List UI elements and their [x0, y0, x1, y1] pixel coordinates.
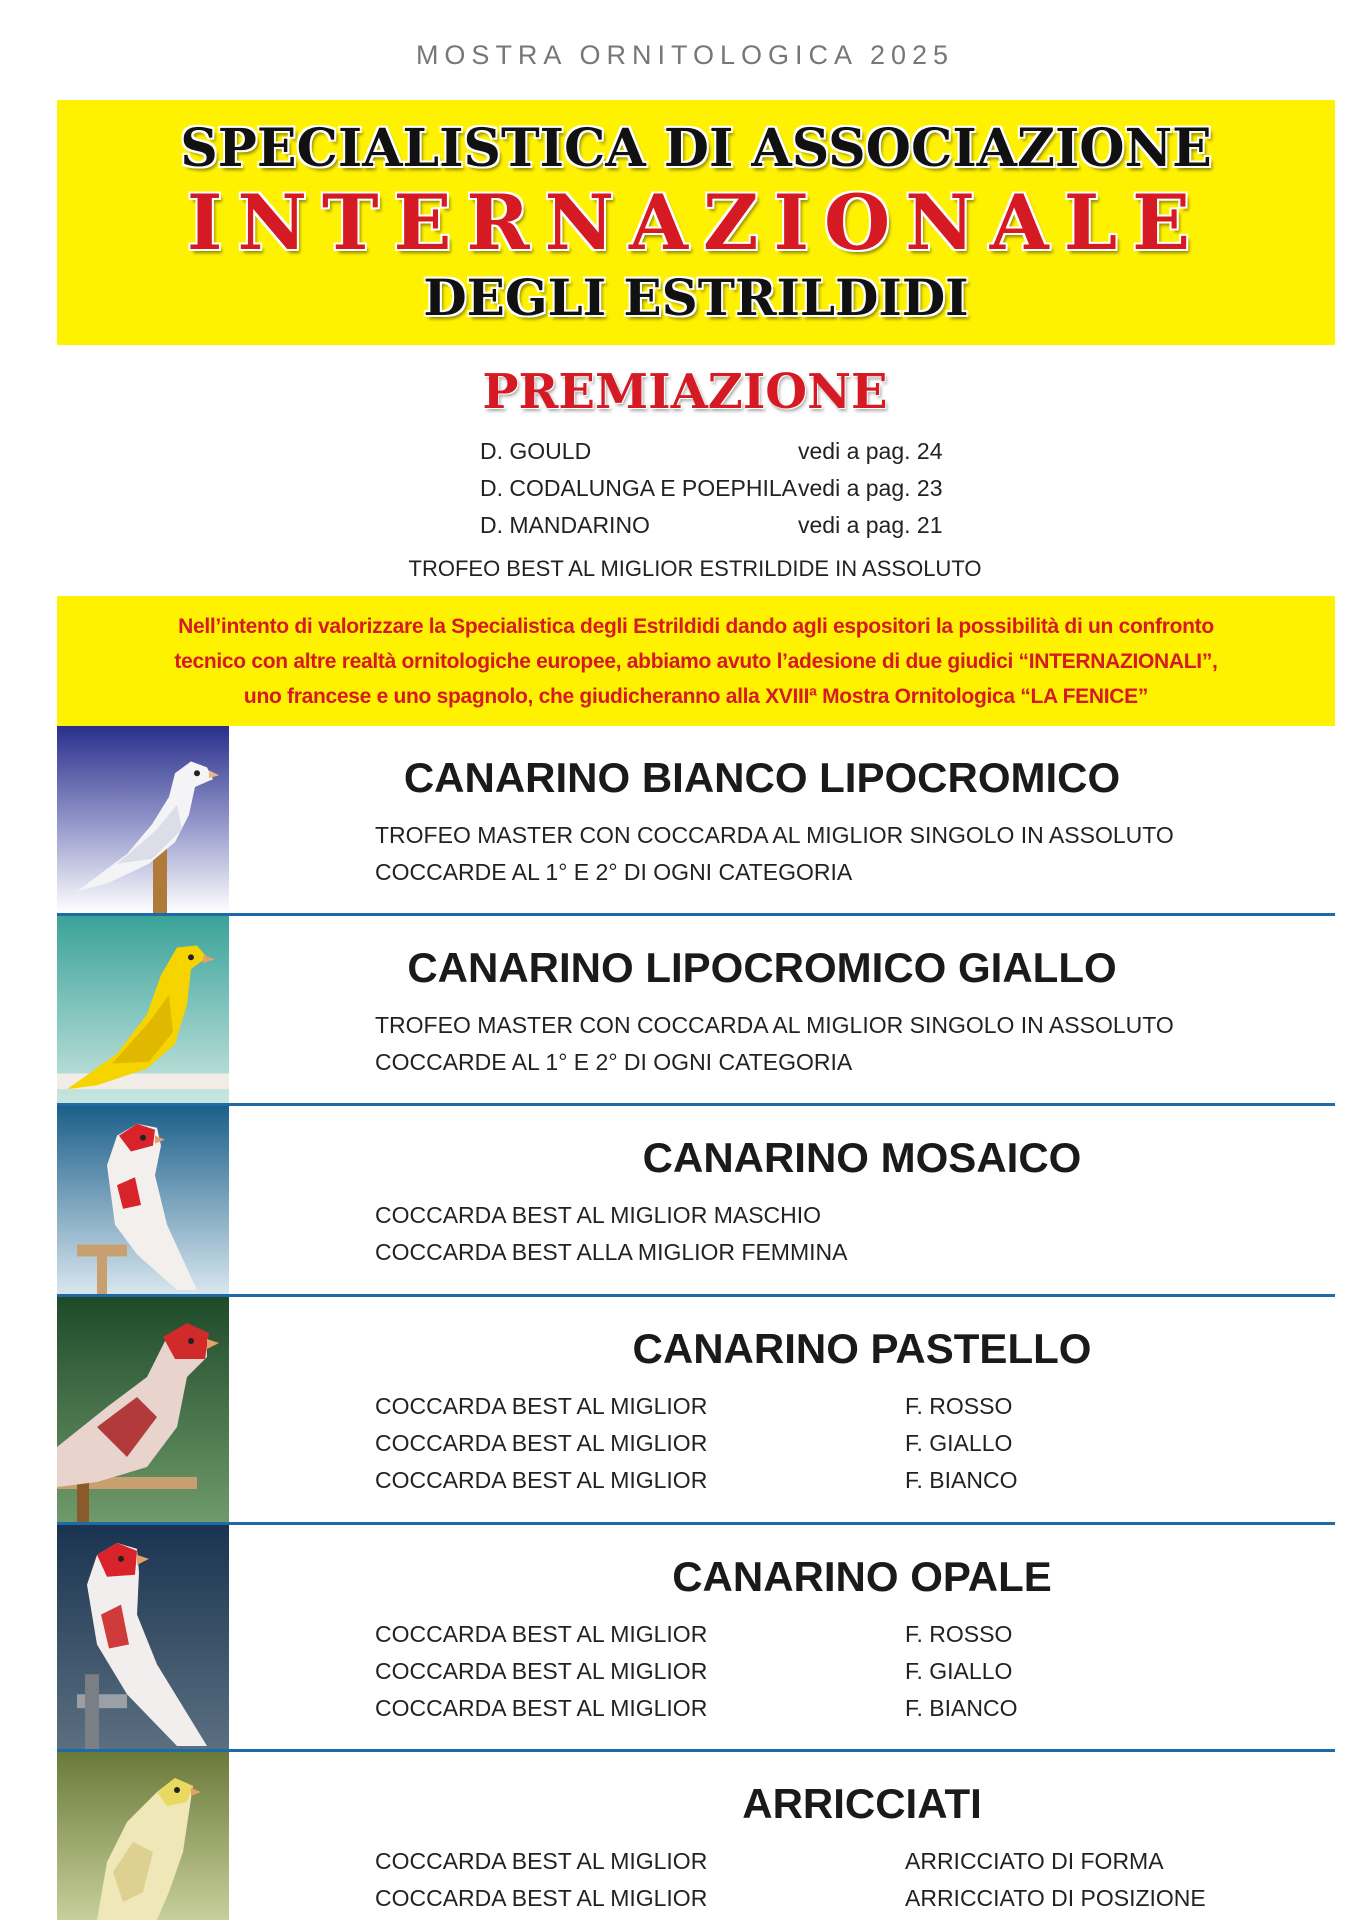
section-arricciati [57, 1752, 1335, 1920]
premiazione-title: PREMIAZIONE [482, 364, 888, 420]
section-bianco-lipocromico [57, 726, 1335, 916]
running-head: MOSTRA ORNITOLOGICA 2025 [415, 40, 955, 70]
section-line: COCCARDA BEST AL MIGLIOR [375, 1658, 708, 1684]
section-title: CANARINO BIANCO LIPOCROMICO [403, 754, 1121, 801]
section-title: ARRICCIATI [742, 1780, 982, 1827]
premiazione-item [0, 512, 1370, 549]
premiazione-item [0, 438, 1370, 475]
premiazione-item-label: D. MANDARINO [480, 512, 650, 538]
notice-line-2: tecnico con altre realtà ornitologiche europee, abbiamo avuto l’adesione di due giudici “INTERNAZIONALI”, [174, 649, 1218, 673]
section-line: COCCARDA BEST AL MIGLIOR [375, 1848, 708, 1874]
section-line-variant: F. ROSSO [905, 1621, 1013, 1647]
canary-pastel-photo [57, 1297, 229, 1522]
canary-yellow-photo [57, 916, 229, 1103]
title-banner [57, 100, 1335, 345]
banner-line-3: DEGLI ESTRILDIDI [423, 268, 969, 327]
premiazione-item-page: vedi a pag. 23 [798, 475, 943, 501]
notice-box [57, 596, 1335, 726]
section-line: COCCARDE AL 1° E 2° DI OGNI CATEGORIA [375, 859, 853, 885]
banner-line-2: INTERNAZIONALE [186, 178, 1206, 267]
section-line-variant: F. BIANCO [905, 1467, 1018, 1493]
section-title: CANARINO LIPOCROMICO GIALLO [407, 944, 1117, 991]
section-line-variant: ARRICCIATO DI FORMA [905, 1848, 1164, 1874]
canary-opal-photo [57, 1525, 229, 1749]
notice-line-3: uno francese e uno spagnolo, che giudicheranno alla XVIIIª Mostra Ornitologica “LA FENICE” [243, 684, 1149, 708]
notice-line-1: Nell’intento di valorizzare la Specialistica degli Estrildidi dando agli espositori la possibilità di un confronto [178, 614, 1214, 638]
section-line: COCCARDA BEST AL MIGLIOR [375, 1695, 708, 1721]
banner-line-1: SPECIALISTICA DI ASSOCIAZIONE [180, 118, 1212, 179]
section-line: COCCARDE AL 1° E 2° DI OGNI CATEGORIA [375, 1049, 853, 1075]
section-opale [57, 1525, 1335, 1752]
section-line-variant: F. ROSSO [905, 1393, 1013, 1419]
premiazione-item-page: vedi a pag. 21 [798, 512, 943, 538]
section-pastello [57, 1297, 1335, 1525]
canary-mosaic-photo [57, 1106, 229, 1294]
premiazione-item-label: D. CODALUNGA E POEPHILA [480, 475, 797, 501]
section-title: CANARINO OPALE [672, 1553, 1052, 1600]
section-line: TROFEO MASTER CON COCCARDA AL MIGLIOR SINGOLO IN ASSOLUTO [375, 822, 1174, 848]
section-line: COCCARDA BEST AL MIGLIOR [375, 1393, 708, 1419]
section-lipocromico-giallo [57, 916, 1335, 1106]
section-title: CANARINO MOSAICO [642, 1134, 1082, 1181]
section-line: COCCARDA BEST AL MIGLIOR [375, 1885, 708, 1911]
premiazione-item-page: vedi a pag. 24 [798, 438, 943, 464]
section-line: TROFEO MASTER CON COCCARDA AL MIGLIOR SINGOLO IN ASSOLUTO [375, 1012, 1174, 1038]
section-line: COCCARDA BEST AL MIGLIOR [375, 1467, 708, 1493]
section-line: COCCARDA BEST AL MIGLIOR [375, 1621, 708, 1647]
section-line-variant: ARRICCIATO DI POSIZIONE [905, 1885, 1206, 1911]
premiazione-list [0, 438, 1370, 549]
notice-text [174, 609, 1217, 714]
section-line-variant: F. GIALLO [905, 1430, 1013, 1456]
section-line: COCCARDA BEST AL MIGLIOR MASCHIO [375, 1202, 822, 1228]
canary-frilled-photo [57, 1752, 229, 1920]
premiazione-item-label: D. GOULD [480, 438, 592, 464]
canary-white-photo [57, 726, 229, 913]
section-line: COCCARDA BEST ALLA MIGLIOR FEMMINA [375, 1239, 848, 1265]
section-mosaico [57, 1106, 1335, 1297]
trofeo-best: TROFEO BEST AL MIGLIOR ESTRILDIDE IN ASSOLUTO [408, 556, 982, 581]
section-line-variant: F. BIANCO [905, 1695, 1018, 1721]
section-line-variant: F. GIALLO [905, 1658, 1013, 1684]
premiazione-item [0, 475, 1370, 512]
section-title: CANARINO PASTELLO [632, 1325, 1092, 1372]
section-line: COCCARDA BEST AL MIGLIOR [375, 1430, 708, 1456]
